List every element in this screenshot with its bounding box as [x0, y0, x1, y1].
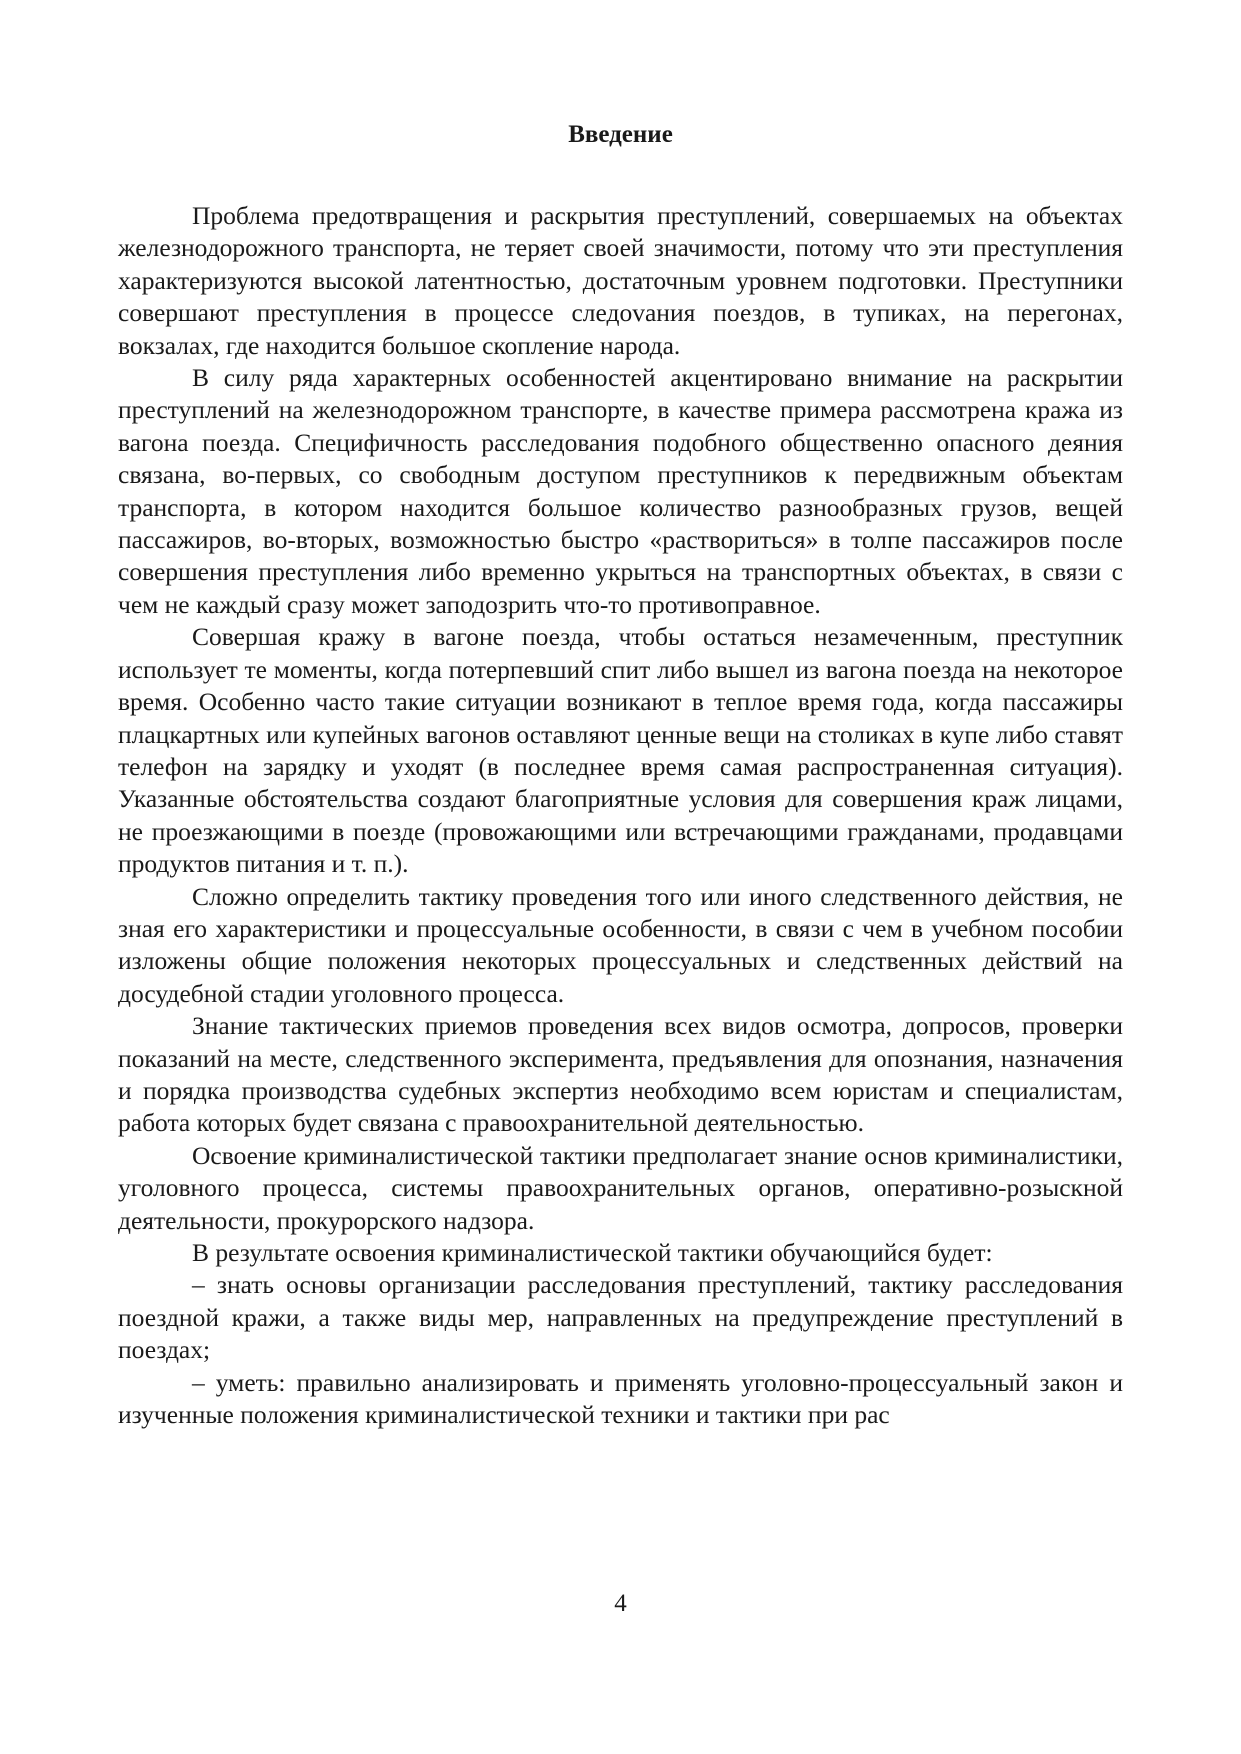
list-item-be-able: – уметь: правильно анализировать и применять уголовно-процессуальный закон и изученные положения криминалистической техники и тактики при рас: [118, 1367, 1123, 1430]
page-title: Введение: [568, 121, 673, 148]
paragraph-7: В результате освоения криминалистической тактики обучающийся будет:: [192, 1238, 993, 1267]
body-text: [118, 200, 1123, 1431]
paragraph-3: Совершая кражу в вагоне поезда, чтобы остаться незамеченным, преступник использует те моменты, когда потерпевший спит либо вышел из вагона поезда на некоторое время. Особенно часто такие ситуации возникают в теплое время года, когда пассажиры плацкартных или купейных вагонов оставляют ценные вещи на столиках в купе либо ставят телефон на зарядку и уходят (в последнее время самая распространенная ситуация). Указанные обстоятельства создают благоприятные условия для совершения краж лицами, не проезжающими в поезде (провожающими или встречающими гражданами, продавцами продуктов питания и т. п.).: [118, 622, 1123, 879]
paragraph-1: Проблема предотвращения и раскрытия преступлений, совершаемых на объектах железнодорожного транспорта, не теряет своей значимости, потому что эти преступления характеризуются высокой латентностью, достаточным уровнем подготовки. Преступники совершают преступления в процессе следоvания поездов, в тупиках, на перегонах, вокзалах, где находится большое скопление народа.: [118, 201, 1123, 360]
paragraph-2: В силу ряда характерных особенностей акцентировано внимание на раскрытии преступлений на железнодорожном транспорте, в качестве примера рассмотрена кража из вагона поезда. Специфичность расследования подобного общественно опасного деяния связана, во-первых, со свободным доступом преступников к передвижным объектам транспорта, в котором находится большое количество разнообразных грузов, вещей пассажиров, во-вторых, возможностью быстро «раствориться» в толпе пассажиров после совершения преступления либо временно укрыться на транспортных объектах, в связи с чем не каждый сразу может заподозрить что-то противоправное.: [118, 363, 1123, 619]
paragraph-5: Знание тактических приемов проведения всех видов осмотра, допросов, проверки показаний на месте, следственного эксперимента, предъявления для опознания, назначения и порядка производства судебных экспертиз необходимо всем юристам и специалистам, работа которых будет связана с правоохранительной деятельностью.: [118, 1011, 1123, 1138]
list-item-know: – знать основы организации расследования преступлений, тактику расследования поездной кражи, а также виды мер, направленных на предупреждение преступлений в поездах;: [118, 1270, 1123, 1365]
paragraph-6: Освоение криминалистической тактики предполагает знание основ криминалистики, уголовного процесса, системы правоохранительных органов, оперативно-розыскной деятельности, прокурорского надзора.: [118, 1140, 1123, 1235]
page-number: 4: [614, 1590, 627, 1617]
paragraph-4: Сложно определить тактику проведения того или иного следственного действия, не зная его характеристики и процессуальные особенности, в связи с чем в учебном пособии изложены общие положения некоторых процессуальных и следственных действий на досудебной стадии уголовного процесса.: [118, 881, 1123, 1008]
